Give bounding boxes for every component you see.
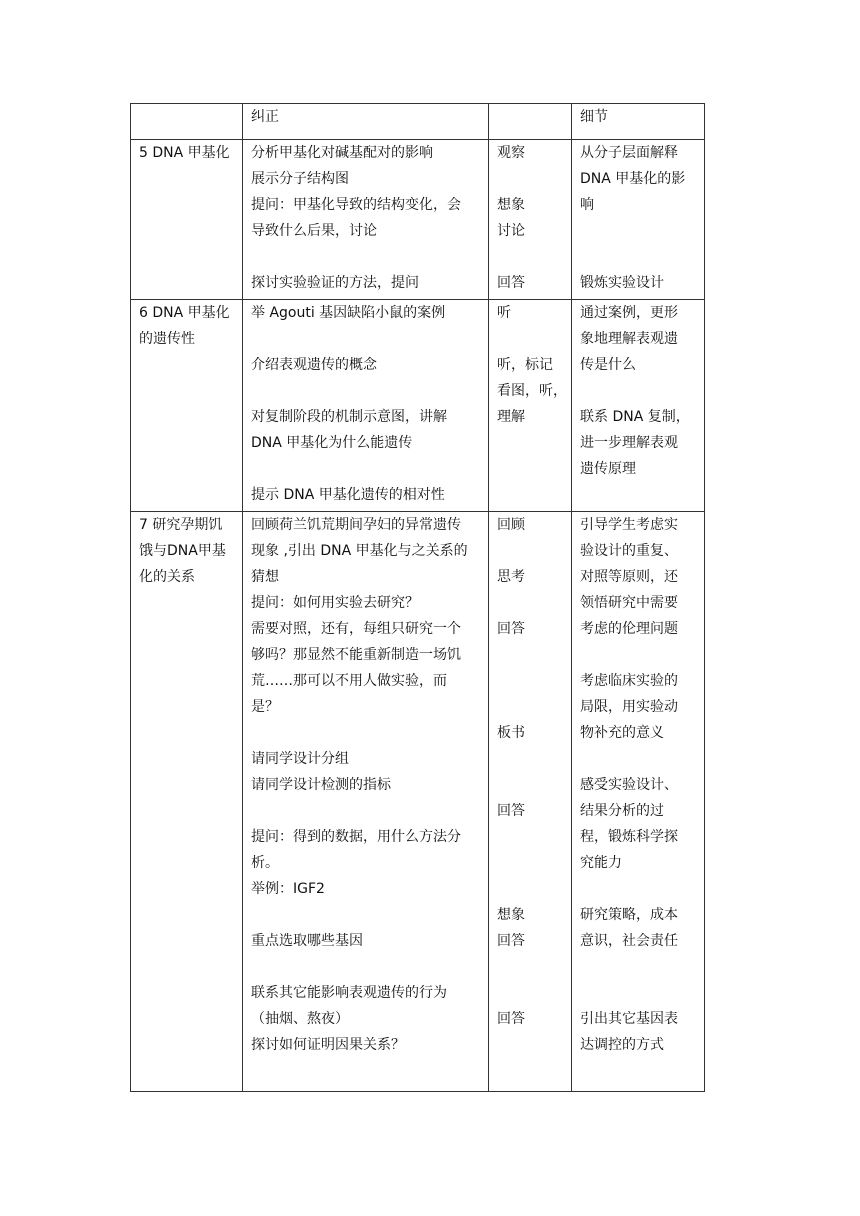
cell-text-line [251,378,484,404]
cell-text-line [497,538,567,564]
cell-text-line: 遗传原理 [580,461,636,477]
cell-text-line: 从分子层面解释 [580,145,678,161]
cell-text-line: 提问：甲基化导致的结构变化，会 [251,197,461,213]
table-cell-col3 [489,512,572,1092]
cell-text-line [580,244,700,270]
cell-text-line: 饿与DNA甲基 [139,543,226,559]
cell-text-line: 传是什么 [580,357,636,373]
cell-text-line: 想象 [497,197,525,213]
table-cell-col4 [572,104,705,140]
cell-text-line: 研究策略，成本 [580,907,678,923]
cell-text-line [497,824,567,850]
cell-text-line: 的遗传性 [139,331,195,347]
cell-text-line: 析。 [251,855,279,871]
cell-text-line: 细节 [580,109,608,125]
table-cell-col3 [489,140,572,300]
table-cell-col1 [131,104,243,140]
cell-text-line: 展示分子结构图 [251,171,349,187]
cell-text-line: 提问：如何用实验去研究？ [251,595,419,611]
cell-text-line [497,590,567,616]
table-row [131,140,705,300]
cell-text-line [251,954,484,980]
table-cell-col4 [572,140,705,300]
cell-text-line: 结果分析的过 [580,803,664,819]
cell-text-line [497,850,567,876]
cell-text-line: 6 DNA 甲基化 [139,305,230,321]
cell-text-line [497,430,567,456]
cell-text-line [497,456,567,482]
cell-text-line: 理解 [497,409,525,425]
cell-text-line: 探讨实验验证的方法，提问 [251,275,419,291]
cell-text-line: 意识，社会责任 [580,933,678,949]
cell-text-line: 验设计的重复、 [580,543,678,559]
cell-text-line: 提示 DNA 甲基化遗传的相对性 [251,487,445,503]
cell-text-line: 究能力 [580,855,622,871]
cell-text-line [580,876,700,902]
cell-text-line [580,746,700,772]
cell-text-line [497,980,567,1006]
cell-text-line [497,694,567,720]
cell-text-line: 程，锻炼科学探 [580,829,678,845]
cell-text-line: 联系 DNA 复制， [580,409,690,425]
cell-text-line: 分析甲基化对碱基配对的影响 [251,145,433,161]
table-row [131,300,705,512]
cell-text-line: 讨论 [497,223,525,239]
cell-text-line: 响 [580,197,594,213]
cell-text-line: 回答 [497,1011,525,1027]
cell-text-line: 化的关系 [139,569,195,585]
cell-text-line: 纠正 [251,109,279,125]
cell-text-line [497,642,567,668]
table-cell-col4 [572,512,705,1092]
cell-text-line: 够吗？那显然不能重新制造一场饥 [251,647,461,663]
cell-text-line: 回答 [497,621,525,637]
cell-text-line [251,798,484,824]
cell-text-line: 听，标记 [497,357,553,373]
cell-text-line: 引导学生考虑实 [580,517,678,533]
cell-text-line: 感受实验设计、 [580,777,678,793]
cell-text-line: 回顾荷兰饥荒期间孕妇的异常遗传 [251,517,461,533]
table-cell-col2 [243,300,489,512]
cell-text-line: 回答 [497,275,525,291]
table-cell-col3 [489,104,572,140]
cell-text-line [497,1032,567,1058]
table-row [131,104,705,140]
cell-text-line [497,746,567,772]
cell-text-line [580,642,700,668]
table-cell-col3 [489,300,572,512]
table-body [131,104,705,1092]
cell-text-line: 7 研究孕期饥 [139,517,223,533]
cell-text-line [497,954,567,980]
cell-text-line: 重点选取哪些基因 [251,933,363,949]
cell-text-line [251,456,484,482]
cell-text-line: 联系其它能影响表观遗传的行为 [251,985,447,1001]
table-cell-col4 [572,300,705,512]
cell-text-line: 领悟研究中需要 [580,595,678,611]
cell-text-line [580,980,700,1006]
cell-text-line [497,668,567,694]
table-cell-col2 [243,104,489,140]
cell-text-line: 是？ [251,699,279,715]
lesson-plan-table [130,103,705,1092]
cell-text-line: DNA 甲基化为什么能遗传 [251,435,413,451]
cell-text-line [497,876,567,902]
table-cell-col2 [243,512,489,1092]
cell-text-line: 对复制阶段的机制示意图，讲解 [251,409,447,425]
cell-text-line [580,482,700,508]
cell-text-line: 听 [497,305,511,321]
cell-text-line: 考虑临床实验的 [580,673,678,689]
table-cell-col1 [131,300,243,512]
table-row [131,512,705,1092]
cell-text-line: 进一步理解表观 [580,435,678,451]
cell-text-line: （抽烟、熬夜） [251,1011,349,1027]
cell-text-line: 需要对照，还有，每组只研究一个 [251,621,461,637]
cell-text-line: 探讨如何证明因果关系？ [251,1037,405,1053]
cell-text-line: 局限，用实验动 [580,699,678,715]
cell-text-line [580,378,700,404]
cell-text-line: 回答 [497,803,525,819]
cell-text-line: 回顾 [497,517,525,533]
cell-text-line: 观察 [497,145,525,161]
table-cell-col1 [131,512,243,1092]
cell-text-line: 介绍表观遗传的概念 [251,357,377,373]
cell-text-line: 请同学设计检测的指标 [251,777,391,793]
cell-text-line: 达调控的方式 [580,1037,664,1053]
cell-text-line [251,326,484,352]
cell-text-line: 板书 [497,725,525,741]
cell-text-line: 荒……那可以不用人做实验，而 [251,673,447,689]
cell-text-line: 思考 [497,569,525,585]
cell-text-line: 5 DNA 甲基化 [139,145,230,161]
cell-text-line: 锻炼实验设计 [580,275,664,291]
cell-text-line [497,482,567,508]
cell-text-line: 通过案例，更形 [580,305,678,321]
cell-text-line: 想象 [497,907,525,923]
cell-text-line: 物补充的意义 [580,725,664,741]
cell-text-line [580,218,700,244]
cell-text-line [497,772,567,798]
table-cell-col1 [131,140,243,300]
cell-text-line: 现象 ,引出 DNA 甲基化与之关系的 [251,543,468,559]
cell-text-line: 提问：得到的数据，用什么方法分 [251,829,461,845]
table-cell-col2 [243,140,489,300]
cell-text-line: 举 Agouti 基因缺陷小鼠的案例 [251,305,446,321]
cell-text-line: 举例：IGF2 [251,881,325,897]
cell-text-line [580,954,700,980]
cell-text-line [497,326,567,352]
cell-text-line [497,166,567,192]
cell-text-line: DNA 甲基化的影 [580,171,686,187]
cell-text-line: 看图，听， [497,383,567,399]
cell-text-line: 回答 [497,933,525,949]
cell-text-line [251,244,484,270]
cell-text-line: 请同学设计分组 [251,751,349,767]
cell-text-line: 考虑的伦理问题 [580,621,678,637]
cell-text-line [251,720,484,746]
cell-text-line: 引出其它基因表 [580,1011,678,1027]
cell-text-line: 对照等原则，还 [580,569,678,585]
cell-text-line: 猜想 [251,569,279,585]
cell-text-line [251,902,484,928]
cell-text-line: 象地理解表观遗 [580,331,678,347]
cell-text-line [497,244,567,270]
cell-text-line: 导致什么后果，讨论 [251,223,377,239]
